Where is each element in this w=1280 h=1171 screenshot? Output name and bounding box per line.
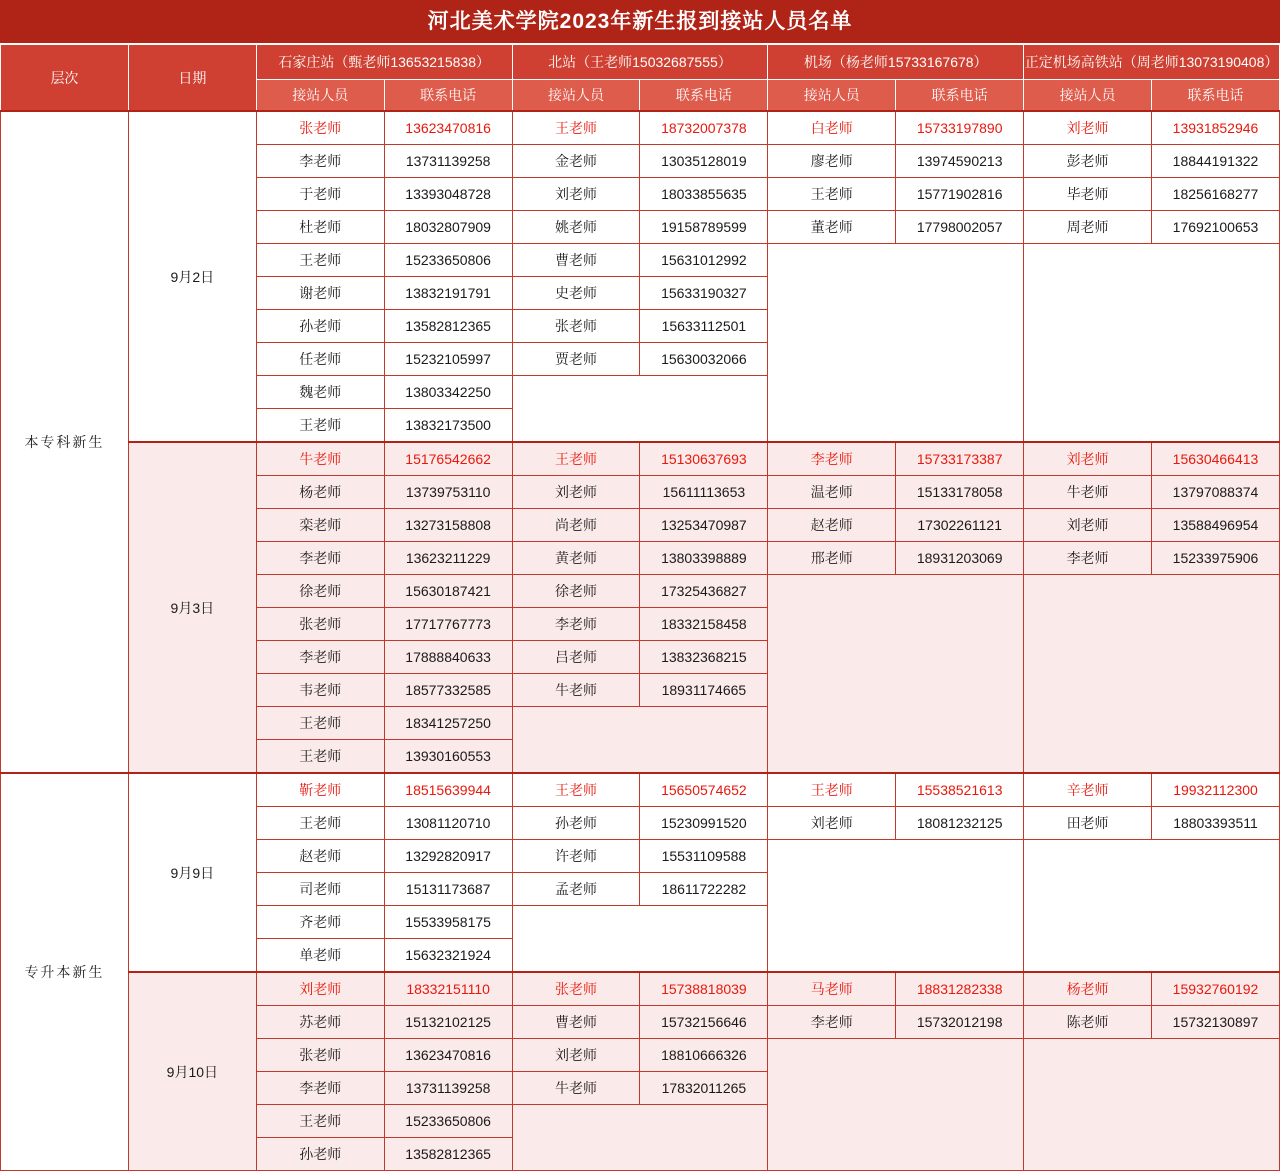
empty-cell xyxy=(512,707,768,774)
staff-phone-cell: 17302261121 xyxy=(896,509,1024,542)
empty-cell xyxy=(1024,244,1280,443)
staff-phone-cell: 18810666326 xyxy=(640,1039,768,1072)
date-cell: 9月3日 xyxy=(128,442,256,773)
staff-name-cell: 牛老师 xyxy=(256,442,384,476)
empty-cell xyxy=(768,840,1024,973)
staff-name-cell: 田老师 xyxy=(1024,807,1152,840)
pickup-staff-table xyxy=(0,44,1280,1171)
empty-cell xyxy=(512,376,768,443)
empty-cell xyxy=(1024,575,1280,774)
staff-phone-cell: 15533958175 xyxy=(384,906,512,939)
staff-phone-cell: 13035128019 xyxy=(640,145,768,178)
staff-name-cell: 李老师 xyxy=(1024,542,1152,575)
staff-name-cell: 魏老师 xyxy=(256,376,384,409)
staff-name-cell: 马老师 xyxy=(768,972,896,1006)
column-header-date: 日期 xyxy=(128,45,256,112)
staff-phone-cell: 13273158808 xyxy=(384,509,512,542)
staff-name-cell: 贾老师 xyxy=(512,343,640,376)
staff-name-cell: 张老师 xyxy=(256,111,384,145)
staff-name-cell: 王老师 xyxy=(768,178,896,211)
staff-phone-cell: 15732012198 xyxy=(896,1006,1024,1039)
staff-phone-cell: 18611722282 xyxy=(640,873,768,906)
staff-phone-cell: 19932112300 xyxy=(1152,773,1280,807)
staff-phone-cell: 18332151110 xyxy=(384,972,512,1006)
empty-cell xyxy=(512,1105,768,1171)
staff-name-cell: 许老师 xyxy=(512,840,640,873)
staff-phone-cell: 15611113653 xyxy=(640,476,768,509)
staff-name-cell: 齐老师 xyxy=(256,906,384,939)
staff-name-cell: 李老师 xyxy=(256,542,384,575)
staff-phone-cell: 13832368215 xyxy=(640,641,768,674)
empty-cell xyxy=(1024,1039,1280,1171)
staff-name-cell: 李老师 xyxy=(512,608,640,641)
staff-phone-cell: 18803393511 xyxy=(1152,807,1280,840)
subheader-1-staff: 接站人员 xyxy=(512,80,640,112)
staff-name-cell: 辛老师 xyxy=(1024,773,1152,807)
staff-phone-cell: 15630466413 xyxy=(1152,442,1280,476)
staff-name-cell: 谢老师 xyxy=(256,277,384,310)
staff-phone-cell: 13974590213 xyxy=(896,145,1024,178)
staff-phone-cell: 18515639944 xyxy=(384,773,512,807)
staff-phone-cell: 15630187421 xyxy=(384,575,512,608)
staff-name-cell: 徐老师 xyxy=(512,575,640,608)
staff-phone-cell: 15631012992 xyxy=(640,244,768,277)
staff-name-cell: 王老师 xyxy=(512,111,640,145)
staff-name-cell: 刘老师 xyxy=(768,807,896,840)
staff-phone-cell: 13739753110 xyxy=(384,476,512,509)
table-body xyxy=(1,111,1280,1171)
empty-cell xyxy=(768,1039,1024,1171)
staff-name-cell: 杜老师 xyxy=(256,211,384,244)
staff-phone-cell: 15230991520 xyxy=(640,807,768,840)
staff-name-cell: 王老师 xyxy=(512,442,640,476)
staff-name-cell: 孟老师 xyxy=(512,873,640,906)
station-header-0: 石家庄站（甄老师13653215838） xyxy=(256,45,512,80)
staff-phone-cell: 17798002057 xyxy=(896,211,1024,244)
level-cell: 本专科新生 xyxy=(1,111,129,773)
staff-name-cell: 刘老师 xyxy=(1024,509,1152,542)
staff-name-cell: 曹老师 xyxy=(512,244,640,277)
subheader-2-phone: 联系电话 xyxy=(896,80,1024,112)
staff-phone-cell: 17888840633 xyxy=(384,641,512,674)
staff-phone-cell: 18081232125 xyxy=(896,807,1024,840)
staff-name-cell: 王老师 xyxy=(256,1105,384,1138)
staff-name-cell: 张老师 xyxy=(256,1039,384,1072)
staff-phone-cell: 15650574652 xyxy=(640,773,768,807)
staff-name-cell: 赵老师 xyxy=(768,509,896,542)
station-header-1: 北站（王老师15032687555） xyxy=(512,45,768,80)
staff-name-cell: 苏老师 xyxy=(256,1006,384,1039)
empty-cell xyxy=(768,575,1024,774)
staff-name-cell: 姚老师 xyxy=(512,211,640,244)
subheader-3-staff: 接站人员 xyxy=(1024,80,1152,112)
staff-name-cell: 周老师 xyxy=(1024,211,1152,244)
table-row xyxy=(1,442,1280,476)
staff-name-cell: 白老师 xyxy=(768,111,896,145)
staff-name-cell: 于老师 xyxy=(256,178,384,211)
staff-name-cell: 史老师 xyxy=(512,277,640,310)
staff-phone-cell: 15130637693 xyxy=(640,442,768,476)
staff-name-cell: 孙老师 xyxy=(256,310,384,343)
staff-name-cell: 曹老师 xyxy=(512,1006,640,1039)
staff-phone-cell: 18831282338 xyxy=(896,972,1024,1006)
staff-phone-cell: 15233650806 xyxy=(384,1105,512,1138)
table-header xyxy=(1,45,1280,112)
staff-name-cell: 王老师 xyxy=(768,773,896,807)
staff-phone-cell: 15176542662 xyxy=(384,442,512,476)
staff-name-cell: 李老师 xyxy=(768,1006,896,1039)
staff-phone-cell: 15538521613 xyxy=(896,773,1024,807)
staff-phone-cell: 13582812365 xyxy=(384,1138,512,1171)
staff-name-cell: 刘老师 xyxy=(512,476,640,509)
staff-name-cell: 温老师 xyxy=(768,476,896,509)
staff-name-cell: 孙老师 xyxy=(512,807,640,840)
subheader-2-staff: 接站人员 xyxy=(768,80,896,112)
staff-name-cell: 王老师 xyxy=(512,773,640,807)
staff-phone-cell: 17325436827 xyxy=(640,575,768,608)
staff-name-cell: 李老师 xyxy=(256,1072,384,1105)
staff-name-cell: 张老师 xyxy=(512,310,640,343)
empty-cell xyxy=(768,244,1024,443)
table-row xyxy=(1,773,1280,807)
column-header-level: 层次 xyxy=(1,45,129,112)
staff-name-cell: 尚老师 xyxy=(512,509,640,542)
staff-phone-cell: 15233650806 xyxy=(384,244,512,277)
staff-name-cell: 廖老师 xyxy=(768,145,896,178)
staff-phone-cell: 18256168277 xyxy=(1152,178,1280,211)
staff-name-cell: 牛老师 xyxy=(1024,476,1152,509)
staff-phone-cell: 13803342250 xyxy=(384,376,512,409)
staff-name-cell: 靳老师 xyxy=(256,773,384,807)
staff-name-cell: 牛老师 xyxy=(512,674,640,707)
staff-name-cell: 刘老师 xyxy=(1024,111,1152,145)
staff-phone-cell: 13832191791 xyxy=(384,277,512,310)
staff-name-cell: 邢老师 xyxy=(768,542,896,575)
station-header-2: 机场（杨老师15733167678） xyxy=(768,45,1024,80)
staff-phone-cell: 18332158458 xyxy=(640,608,768,641)
staff-name-cell: 张老师 xyxy=(256,608,384,641)
staff-phone-cell: 15932760192 xyxy=(1152,972,1280,1006)
staff-phone-cell: 17832011265 xyxy=(640,1072,768,1105)
staff-phone-cell: 18732007378 xyxy=(640,111,768,145)
staff-phone-cell: 15630032066 xyxy=(640,343,768,376)
staff-phone-cell: 15738818039 xyxy=(640,972,768,1006)
empty-cell xyxy=(1024,840,1280,973)
staff-name-cell: 刘老师 xyxy=(1024,442,1152,476)
staff-name-cell: 黄老师 xyxy=(512,542,640,575)
staff-phone-cell: 13582812365 xyxy=(384,310,512,343)
page-title: 河北美术学院2023年新生报到接站人员名单 xyxy=(0,0,1280,44)
staff-name-cell: 单老师 xyxy=(256,939,384,973)
staff-phone-cell: 15732130897 xyxy=(1152,1006,1280,1039)
staff-phone-cell: 13292820917 xyxy=(384,840,512,873)
date-cell: 9月9日 xyxy=(128,773,256,972)
staff-phone-cell: 13803398889 xyxy=(640,542,768,575)
staff-phone-cell: 15131173687 xyxy=(384,873,512,906)
staff-name-cell: 韦老师 xyxy=(256,674,384,707)
staff-phone-cell: 15531109588 xyxy=(640,840,768,873)
staff-phone-cell: 13623211229 xyxy=(384,542,512,575)
empty-cell xyxy=(512,906,768,973)
staff-phone-cell: 13623470816 xyxy=(384,1039,512,1072)
staff-phone-cell: 13931852946 xyxy=(1152,111,1280,145)
date-cell: 9月2日 xyxy=(128,111,256,442)
subheader-0-phone: 联系电话 xyxy=(384,80,512,112)
staff-name-cell: 王老师 xyxy=(256,707,384,740)
staff-name-cell: 张老师 xyxy=(512,972,640,1006)
staff-name-cell: 董老师 xyxy=(768,211,896,244)
staff-name-cell: 陈老师 xyxy=(1024,1006,1152,1039)
staff-name-cell: 栾老师 xyxy=(256,509,384,542)
staff-phone-cell: 18844191322 xyxy=(1152,145,1280,178)
staff-name-cell: 毕老师 xyxy=(1024,178,1152,211)
staff-phone-cell: 13623470816 xyxy=(384,111,512,145)
staff-phone-cell: 15733197890 xyxy=(896,111,1024,145)
level-cell: 专升本新生 xyxy=(1,773,129,1171)
staff-phone-cell: 13393048728 xyxy=(384,178,512,211)
staff-name-cell: 刘老师 xyxy=(256,972,384,1006)
table-row xyxy=(1,972,1280,1006)
staff-phone-cell: 13797088374 xyxy=(1152,476,1280,509)
staff-name-cell: 王老师 xyxy=(256,409,384,443)
staff-name-cell: 金老师 xyxy=(512,145,640,178)
staff-name-cell: 赵老师 xyxy=(256,840,384,873)
staff-phone-cell: 18931203069 xyxy=(896,542,1024,575)
staff-name-cell: 李老师 xyxy=(256,145,384,178)
staff-phone-cell: 18931174665 xyxy=(640,674,768,707)
staff-phone-cell: 15733173387 xyxy=(896,442,1024,476)
staff-name-cell: 李老师 xyxy=(256,641,384,674)
staff-phone-cell: 13081120710 xyxy=(384,807,512,840)
header-row-stations xyxy=(1,45,1280,80)
staff-name-cell: 刘老师 xyxy=(512,1039,640,1072)
staff-phone-cell: 17692100653 xyxy=(1152,211,1280,244)
staff-phone-cell: 15232105997 xyxy=(384,343,512,376)
staff-phone-cell: 18577332585 xyxy=(384,674,512,707)
subheader-1-phone: 联系电话 xyxy=(640,80,768,112)
staff-phone-cell: 15771902816 xyxy=(896,178,1024,211)
staff-phone-cell: 15732156646 xyxy=(640,1006,768,1039)
staff-name-cell: 彭老师 xyxy=(1024,145,1152,178)
staff-name-cell: 杨老师 xyxy=(1024,972,1152,1006)
staff-phone-cell: 13731139258 xyxy=(384,145,512,178)
staff-phone-cell: 18032807909 xyxy=(384,211,512,244)
staff-phone-cell: 17717767773 xyxy=(384,608,512,641)
date-cell: 9月10日 xyxy=(128,972,256,1171)
staff-phone-cell: 18033855635 xyxy=(640,178,768,211)
station-header-3: 正定机场高铁站（周老师13073190408） xyxy=(1024,45,1280,80)
staff-name-cell: 孙老师 xyxy=(256,1138,384,1171)
staff-phone-cell: 13588496954 xyxy=(1152,509,1280,542)
staff-phone-cell: 15132102125 xyxy=(384,1006,512,1039)
staff-phone-cell: 15633190327 xyxy=(640,277,768,310)
staff-name-cell: 司老师 xyxy=(256,873,384,906)
staff-phone-cell: 15632321924 xyxy=(384,939,512,973)
staff-phone-cell: 19158789599 xyxy=(640,211,768,244)
staff-name-cell: 王老师 xyxy=(256,807,384,840)
staff-name-cell: 刘老师 xyxy=(512,178,640,211)
staff-phone-cell: 13253470987 xyxy=(640,509,768,542)
staff-phone-cell: 13930160553 xyxy=(384,740,512,774)
staff-name-cell: 徐老师 xyxy=(256,575,384,608)
staff-name-cell: 吕老师 xyxy=(512,641,640,674)
staff-name-cell: 杨老师 xyxy=(256,476,384,509)
staff-name-cell: 王老师 xyxy=(256,244,384,277)
subheader-3-phone: 联系电话 xyxy=(1152,80,1280,112)
staff-phone-cell: 15233975906 xyxy=(1152,542,1280,575)
staff-phone-cell: 18341257250 xyxy=(384,707,512,740)
staff-phone-cell: 15133178058 xyxy=(896,476,1024,509)
staff-name-cell: 王老师 xyxy=(256,740,384,774)
staff-name-cell: 牛老师 xyxy=(512,1072,640,1105)
table-row xyxy=(1,111,1280,145)
staff-name-cell: 任老师 xyxy=(256,343,384,376)
staff-phone-cell: 15633112501 xyxy=(640,310,768,343)
staff-phone-cell: 13731139258 xyxy=(384,1072,512,1105)
staff-phone-cell: 13832173500 xyxy=(384,409,512,443)
subheader-0-staff: 接站人员 xyxy=(256,80,384,112)
staff-name-cell: 李老师 xyxy=(768,442,896,476)
